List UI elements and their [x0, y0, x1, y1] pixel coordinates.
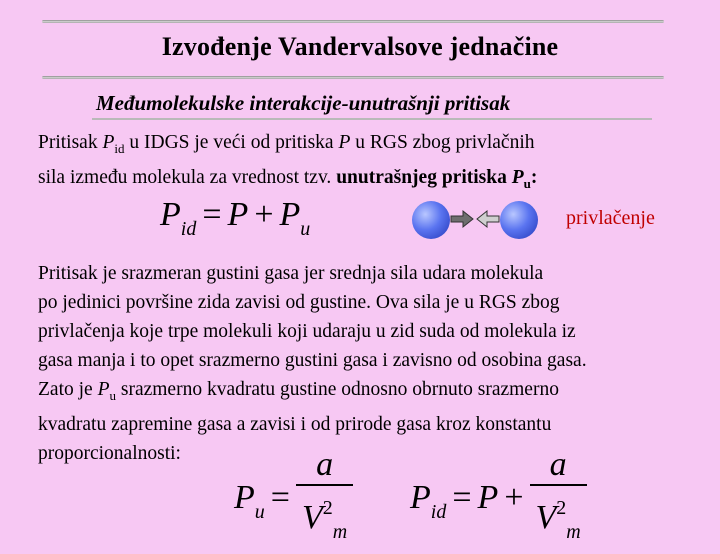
eq2-p: P [234, 478, 255, 516]
slide-title: Izvođenje Vandervalsove jednačine [161, 32, 559, 61]
para1-sub-id: id [114, 140, 125, 156]
attraction-label: privlačenje [566, 207, 655, 229]
para1-line-2: sila između molekula za vrednost tzv. [38, 166, 337, 188]
para2-line-4: gasa manja i to opet srazmerno gustini gasa i zavisno od osobina gasa. [38, 350, 587, 371]
eq1-p2: P [227, 196, 249, 233]
molecule-left [412, 201, 450, 239]
eq2-v: V [301, 499, 323, 536]
eq3-p: P [410, 478, 431, 516]
eq3-sub-id: id [430, 500, 447, 523]
section-subtitle: Međumolekulske interakcije-unutrašnji pritisak [96, 91, 511, 115]
para1-symbol-p2: P [338, 132, 351, 153]
para1-symbol-pu: P [511, 166, 524, 188]
eq2-sub-u: u [254, 500, 265, 523]
equation-pid [410, 446, 587, 554]
para1-text-3: u RGS zbog privlačnih [350, 132, 535, 153]
para1-symbol-p: P [102, 132, 115, 153]
attraction-arrows-icon [449, 208, 501, 230]
para2-sub-u: u [109, 387, 116, 403]
eq3-sub-m: m [566, 521, 581, 543]
eq2-sub-m: m [332, 521, 348, 543]
eq3-exponent: 2 [556, 497, 567, 519]
eq3-plus: + [504, 478, 524, 516]
para2-line-7: proporcionalnosti: [38, 442, 181, 464]
eq3-p2: P [477, 478, 499, 516]
eq3-v: V [535, 499, 557, 536]
para1-text-2: u IDGS je veći od pritiska [124, 132, 339, 153]
equation-pu [234, 446, 353, 554]
para1-bold-term: unutrašnjeg pritiska [336, 166, 512, 188]
eq1-p: P [160, 196, 181, 233]
eq2-exponent: 2 [322, 497, 333, 519]
title-bottom-rule [42, 76, 664, 79]
para2-line-5b: srazmerno kvadratu gustine odnosno obrnuto srazmerno [115, 379, 559, 400]
eq2-denominator [296, 484, 353, 554]
para2-symbol-p: P [97, 379, 110, 400]
para1-colon: : [530, 166, 538, 188]
eq3-fraction [530, 446, 587, 554]
eq1-p3: P [279, 196, 301, 233]
top-rule [42, 20, 664, 23]
eq3-numerator: a [549, 446, 567, 483]
eq1-sub-u: u [300, 218, 311, 240]
para2-line-6: kvadratu zapremine gasa a zavisi i od prirode gasa kroz konstantu [38, 413, 552, 435]
para2-line-2: po jedinici površine zida zavisi od gustine. Ova sila je u RGS zbog [38, 292, 560, 313]
para2-line-5a: Zato je [38, 379, 98, 400]
eq3-equals: = [452, 478, 472, 516]
para1-text-1: Pritisak [38, 132, 103, 153]
para2-line-3: privlačenja koje trpe molekuli koji udaraju u zid suda od molekula iz [38, 321, 576, 342]
explanation-paragraph [38, 259, 587, 468]
intro-paragraph [38, 128, 537, 198]
para2-line-1: Pritisak je srazmeran gustini gasa jer srednja sila udara molekula [38, 263, 544, 284]
eq1-equals: = [202, 196, 222, 233]
eq1-plus: + [254, 196, 274, 233]
para1-sub-u: u [523, 175, 531, 191]
molecule-right [500, 201, 538, 239]
eq2-fraction [296, 446, 353, 554]
equation-pid-sum [160, 196, 310, 241]
eq3-denominator [530, 484, 587, 554]
eq2-numerator: a [316, 446, 334, 483]
eq1-sub-id: id [180, 218, 197, 240]
eq2-equals: = [270, 478, 290, 516]
subtitle-underline [92, 118, 652, 120]
